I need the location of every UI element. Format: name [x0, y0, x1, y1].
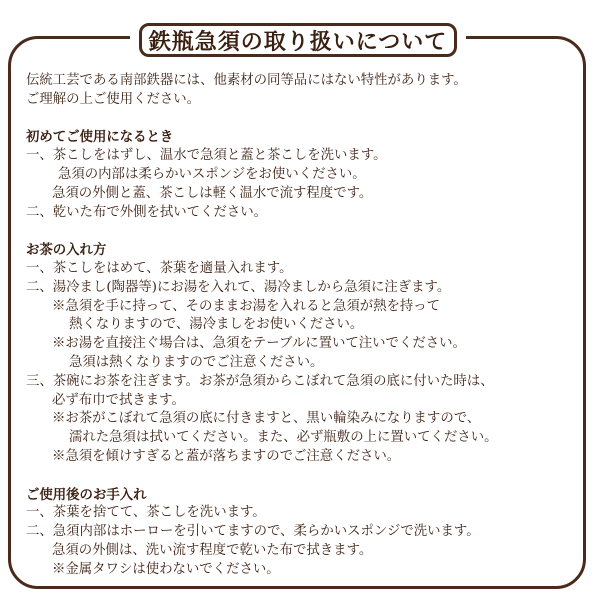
note-item: ※急須を手に持って、そのままお湯を入れると急須が熱を持って [52, 298, 441, 314]
title-box [139, 23, 457, 57]
list-item: 一、茶こしをはめて、茶葉を適量入れます。 [26, 260, 293, 276]
spacer [26, 467, 582, 486]
note-continuation: 熱くなりますので、湯冷ましをお使いください。 [69, 317, 364, 333]
instructions-body [26, 72, 582, 580]
note-item: ※急須を傾けすぎると蓋が落ちますのでご注意ください。 [52, 448, 401, 464]
note-continuation: 急須は熱くなりますのでご注意ください。 [69, 354, 324, 370]
note-item: ※金属タワシは使わないでください。 [52, 561, 280, 577]
note-item: ※お茶がこぼれて急須の底に付きますと、黒い輪染みになりますので、 [52, 411, 481, 427]
list-item: 二、乾いた布で外側を拭いてください。 [26, 204, 268, 220]
section-heading-care: ご使用後のお手入れ [26, 486, 147, 503]
intro-line: 伝統工芸である南部鉄器には、他素材の同等品にはない特性があります。 [26, 73, 467, 88]
title-banner [130, 20, 466, 60]
list-item-continuation: 急須の外側と蓋、茶こしは軽く温水で流す程度です。 [52, 185, 373, 201]
note-continuation: 濡れた急須は拭いてください。また、必ず瓶敷の上に置いてください。 [69, 430, 498, 446]
spacer [26, 110, 582, 129]
list-item: 三、茶碗にお茶を注ぎます。お茶が急須からこぼれて急須の底に付いた時は、 [26, 373, 494, 389]
list-item: 一、茶こしをはずし、温水で急須と蓋と茶こしを洗います。 [26, 148, 387, 164]
list-item: 二、湯冷まし(陶器等)にお湯を入れて、湯冷ましから急須に注ぎます。 [26, 279, 451, 295]
list-item-continuation: 急須の外側は、洗い流す程度で乾いた布で拭きます。 [52, 542, 373, 558]
list-item-continuation: 必ず布巾で拭きます。 [52, 392, 185, 408]
intro-line: ご理解の上ご使用ください。 [26, 91, 201, 107]
note-item: ※お湯を直接注ぐ場合は、急須をテーブルに置いて注いでください。 [52, 336, 466, 352]
page-title: 鉄瓶急須の取り扱いについて [148, 28, 448, 55]
section-heading-brewing: お茶の入れ方 [26, 242, 107, 259]
list-item: 一、茶葉を捨てて、茶こしを洗います。 [26, 505, 266, 521]
section-heading-first-use: 初めてご使用になるとき [26, 129, 174, 146]
list-item-continuation: 急須の内部は柔らかいスポンジをお使いください。 [58, 166, 366, 182]
list-item: 二、急須内部はホーローを引いてますので、柔らかいスポンジで洗います。 [26, 524, 480, 540]
spacer [26, 222, 582, 241]
